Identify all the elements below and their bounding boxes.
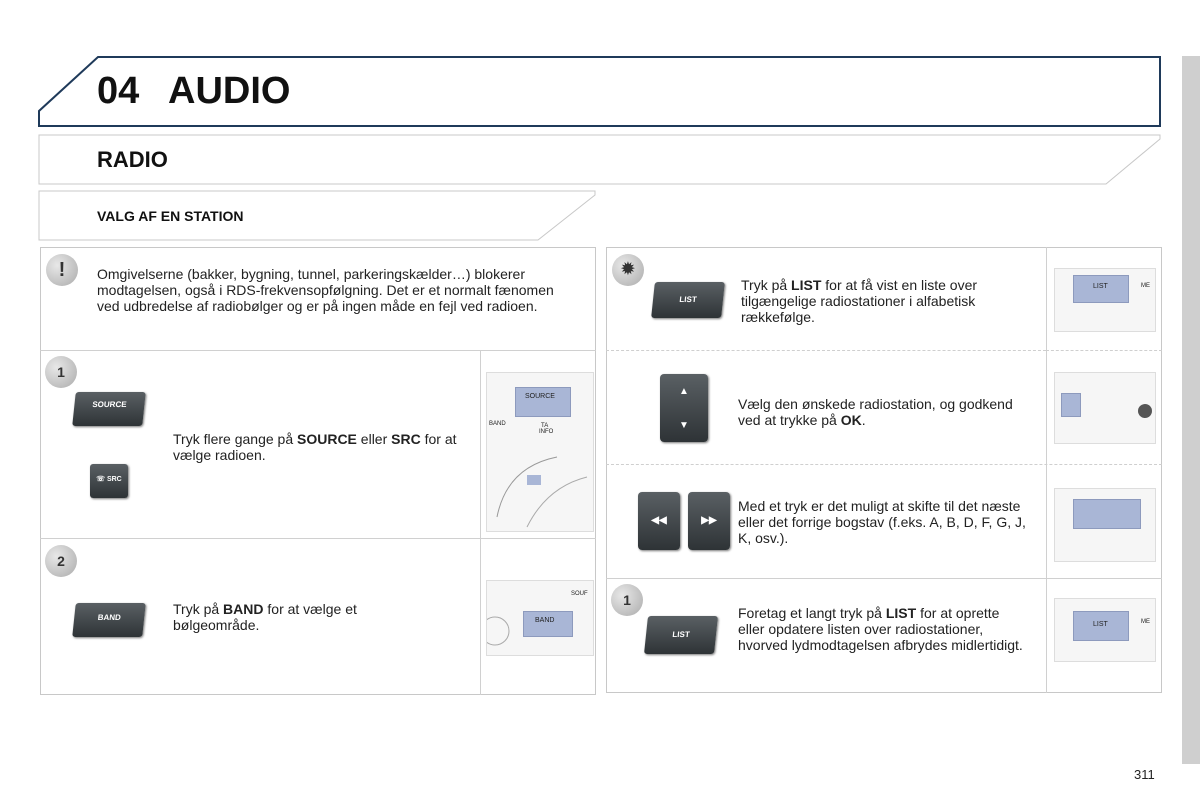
section-title: RADIO xyxy=(97,147,168,172)
skip-text: Med et tryk er det muligt at skifte til det næste eller det forrige bogstav (f.eks. A, B, D, F, G, J, K, osv.). xyxy=(738,498,1026,546)
divider xyxy=(1046,247,1047,693)
subsection-title: VALG AF EN STATION xyxy=(97,208,244,224)
thumb-label: BAND xyxy=(535,617,555,624)
divider xyxy=(606,464,1162,465)
select-thumbnail xyxy=(1054,372,1156,444)
page-number: 311 xyxy=(1134,767,1155,782)
divider xyxy=(606,350,1046,351)
thumb-label: TA xyxy=(541,423,549,429)
longpress-text: Foretag et langt tryk på LIST for at oprette eller opdatere listen over radiostationer, hvorved lydmodtagelsen afbrydes midlertidigt. xyxy=(738,605,1023,653)
chapter-sidebar xyxy=(1182,56,1200,764)
section-header-frame xyxy=(38,134,1162,186)
thumb-label: SOURCE xyxy=(525,393,555,400)
thumb-label: INFO xyxy=(539,429,554,435)
chapter-title: AUDIO xyxy=(168,70,291,112)
arrow-up-icon: ▲ xyxy=(679,386,689,397)
thumb-label: LIST xyxy=(1093,283,1108,290)
thumb-label: ME xyxy=(1141,619,1150,625)
src-button: ☏ SRC xyxy=(90,464,128,498)
next-button xyxy=(688,492,730,550)
step-badge: 1 xyxy=(611,584,643,616)
rewind-icon: ◀◀ xyxy=(651,515,667,526)
band-button: BAND xyxy=(72,603,146,637)
step-badge: 2 xyxy=(45,545,77,577)
fast-forward-icon: ▶▶ xyxy=(701,515,717,526)
step2-text: Tryk på BAND for at vælge et bølgeområde. xyxy=(173,601,357,633)
list-button: LIST xyxy=(644,616,718,654)
step1-thumbnail xyxy=(486,372,594,532)
list-thumbnail xyxy=(1054,268,1156,332)
source-button: SOURCE xyxy=(72,392,146,426)
thumb-label: BAND xyxy=(489,421,506,427)
previous-button xyxy=(638,492,680,550)
chapter-number: 04 xyxy=(97,70,140,112)
divider xyxy=(40,350,596,351)
list-thumbnail xyxy=(1054,598,1156,662)
list-button: LIST xyxy=(651,282,725,318)
tip-text: Tryk på LIST for at få vist en liste over tilgængelige radiostationer i alfabetisk rækkefølge. xyxy=(741,277,978,325)
warning-text: Omgivelserne (bakker, bygning, tunnel, parkeringskælder…) blokerer modtagelsen, også i RDS-frekvensopfølgning. Det er et normalt fænomen ved udbredelse af radiobølger og er på ingen måde en fejl ved radioen. xyxy=(97,266,554,314)
step1-text: Tryk flere gange på SOURCE eller SRC for at vælge radioen. xyxy=(173,431,457,463)
bulb-icon: ✹ xyxy=(612,254,644,286)
divider xyxy=(40,538,596,539)
thumb-label: LIST xyxy=(1093,621,1108,628)
thumb-label: ME xyxy=(1141,283,1150,289)
up-down-button xyxy=(660,374,708,442)
divider xyxy=(1046,350,1162,351)
divider xyxy=(606,578,1162,579)
divider xyxy=(480,350,481,695)
exclamation-icon: ! xyxy=(46,254,78,286)
skip-thumbnail xyxy=(1054,488,1156,562)
arrow-down-icon: ▼ xyxy=(679,420,689,431)
select-text: Vælg den ønskede radiostation, og godkend ved at trykke på OK. xyxy=(738,396,1013,428)
step-badge: 1 xyxy=(45,356,77,388)
thumb-label: SOUF xyxy=(571,591,588,597)
step2-thumbnail xyxy=(486,580,594,656)
